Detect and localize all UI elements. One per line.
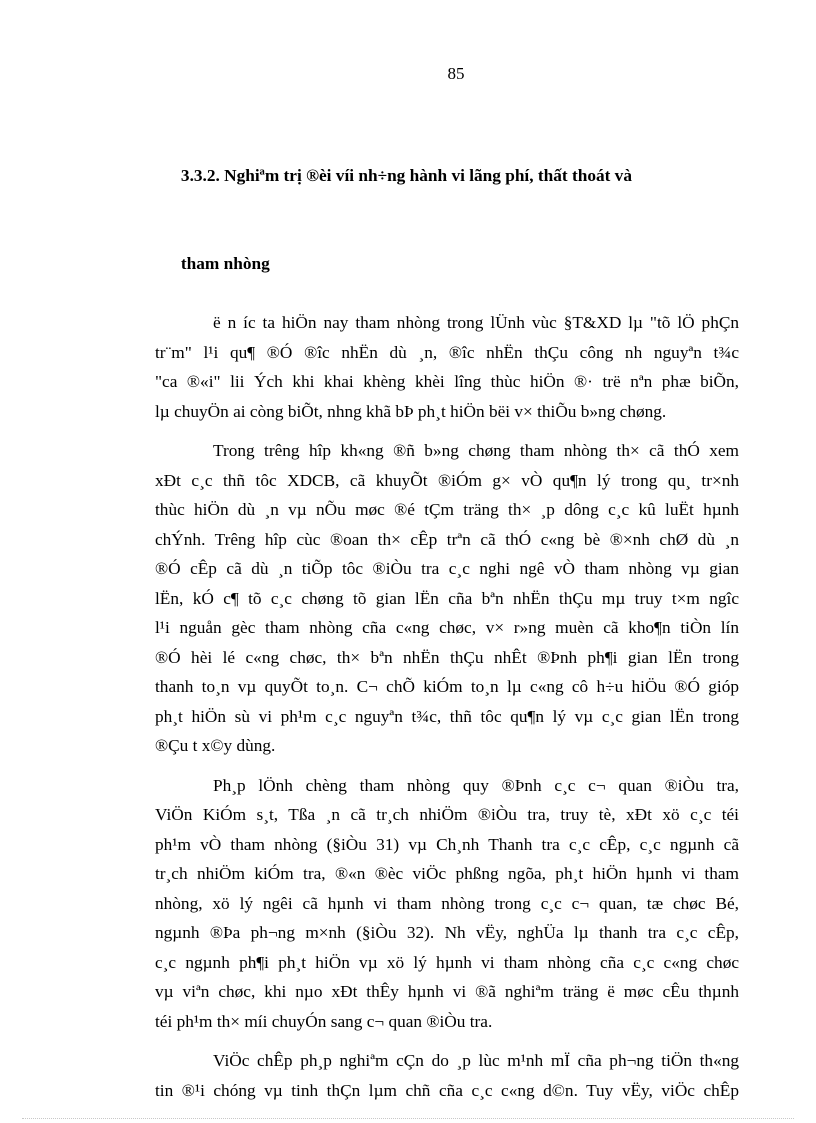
paragraph-spacer xyxy=(155,761,739,771)
paragraph-line: ViÖn KiÓm s¸t, Tßa ¸n cã tr¸ch nhiÖm ®iÒu tra, truy tè, xÐt xö c¸c téi xyxy=(155,805,739,824)
paragraph-line: tin ®¹i chóng vµ tinh thÇn lµm chñ cña c¸c c«ng d©n. Tuy vËy, viÖc chÊp xyxy=(155,1080,739,1100)
paragraph-line: ®Ó cÊp cã dù ¸n tiÕp tôc ®iÒu tra c¸c nghi ngê vÒ tham nhòng vµ gian xyxy=(155,559,739,578)
paragraph-line: Trong trêng hîp kh«ng ®ñ b»ng chøng tham nhòng th× cã thÓ xem xyxy=(213,441,739,460)
paragraph xyxy=(155,1046,739,1105)
paragraph-line: tr¨m" l¹i qu¶ ®Ó ®îc nhËn dù ¸n, ®îc nhËn thÇu công nh nguyªn t¾c xyxy=(155,342,739,362)
paragraph-spacer xyxy=(155,1036,739,1046)
page-bottom-rule xyxy=(22,1118,794,1119)
paragraph-line: Ph¸p lÖnh chèng tham nhòng quy ®Þnh c¸c c¬ quan ®iÒu tra, xyxy=(213,775,739,795)
paragraph-line: l¹i nguån gèc tham nhòng cña c«ng chøc, v× r»ng muèn cã kho¶n tiÒn lín xyxy=(155,618,739,637)
section-heading-line-2: tham nhòng xyxy=(180,254,270,273)
body-text xyxy=(155,131,739,1105)
section-heading xyxy=(155,131,739,220)
paragraph-line: ®Çu t x©y dùng. xyxy=(155,736,276,755)
paragraph-line: chÝnh. Trêng hîp cùc ®oan th× cÊp trªn cã thÓ c«ng bè ®×nh chØ dù ¸n xyxy=(155,529,739,549)
paragraph-line: ph¹m vÒ tham nhòng (§iÒu 31) vµ Ch¸nh Thanh tra c¸c cÊp, c¸c ngµnh cã xyxy=(155,834,739,854)
paragraph-line: nhòng, xö lý ngêi cã hµnh vi tham nhòng trong c¸c c¬ quan, tæ chøc Bé, xyxy=(155,893,739,913)
paragraph-line: thùc hiÖn dù ¸n vµ nÕu møc ®é tÇm träng th× ¸p dông c¸c kû luËt hµnh xyxy=(155,500,739,519)
paragraph-line: ph¸t hiÖn sù vi ph¹m c¸c nguyªn t¾c, thñ tôc qu¶n lý vµ c¸c gian lËn trong xyxy=(155,706,739,726)
paragraph-line: ngµnh ®Þa ph¬ng m×nh (§iÒu 32). Nh vËy, nghÜa lµ thanh tra c¸c cÊp, xyxy=(155,923,739,942)
paragraph-line: xÐt c¸c thñ tôc XDCB, cã khuyÕt ®iÓm g× vÒ qu¶n lý trong qu¸ tr×nh xyxy=(155,470,739,490)
paragraph-spacer xyxy=(155,426,739,436)
paragraph xyxy=(155,436,739,761)
paragraph-line: ®Ó hèi lé c«ng chøc, th× bªn nhËn thÇu nhÊt ®Þnh ph¶i gian lËn trong xyxy=(155,647,739,667)
paragraph-line: tr¸ch nhiÖm kiÓm tra, ®«n ®èc viÖc phßng ngõa, ph¸t hiÖn hµnh vi tham xyxy=(155,864,739,883)
section-heading-continued xyxy=(155,220,739,309)
page-number: 85 xyxy=(447,64,465,83)
paragraph-line: ë n íc ta hiÖn nay tham nhòng trong lÜnh vùc §T&XD lµ "tõ lÖ phÇn xyxy=(213,313,739,332)
paragraph-line: lµ chuyÖn ai còng biÕt, nhng khã bÞ ph¸t hiÖn bëi v× thiÕu b»ng chøng. xyxy=(155,401,667,421)
paragraph-line: c¸c ngµnh ph¶i ph¸t hiÖn vµ xö lý hµnh vi tham nhòng cña c¸c c«ng chøc xyxy=(155,952,739,972)
paragraph-line: "ca ®«i" lii Ých khi khai khèng khèi lîng thùc hiÖn ®· trë nªn phæ biÕn, xyxy=(155,372,739,391)
paragraph-line: ViÖc chÊp ph¸p nghiªm cÇn do ¸p lùc m¹nh mÏ cña ph¬ng tiÖn th«ng xyxy=(213,1051,739,1070)
paragraph xyxy=(155,771,739,1037)
paragraph-line: lËn, kÓ c¶ tõ c¸c chøng tõ gian lËn cña bªn nhËn thÇu mµ truy t×m ngîc xyxy=(155,588,739,608)
paragraph-line: thanh to¸n vµ quyÕt to¸n. C¬ chÕ kiÓm to¸n lµ c«ng cô h÷u hiÖu ®Ó gióp xyxy=(155,677,739,696)
paragraph-line: vµ viªn chøc, khi nµo xÐt thÊy hµnh vi ®ã nghiªm träng ë møc cÊu thµnh xyxy=(155,982,739,1001)
paragraph xyxy=(155,308,739,426)
section-heading-line-1: 3.3.2. Nghiªm trị ®èi víi nh÷ng hành vi lãng phí, thất thoát và xyxy=(180,165,632,185)
paragraph-line: téi ph¹m th× míi chuyÓn sang c¬ quan ®iÒu tra. xyxy=(155,1011,493,1031)
